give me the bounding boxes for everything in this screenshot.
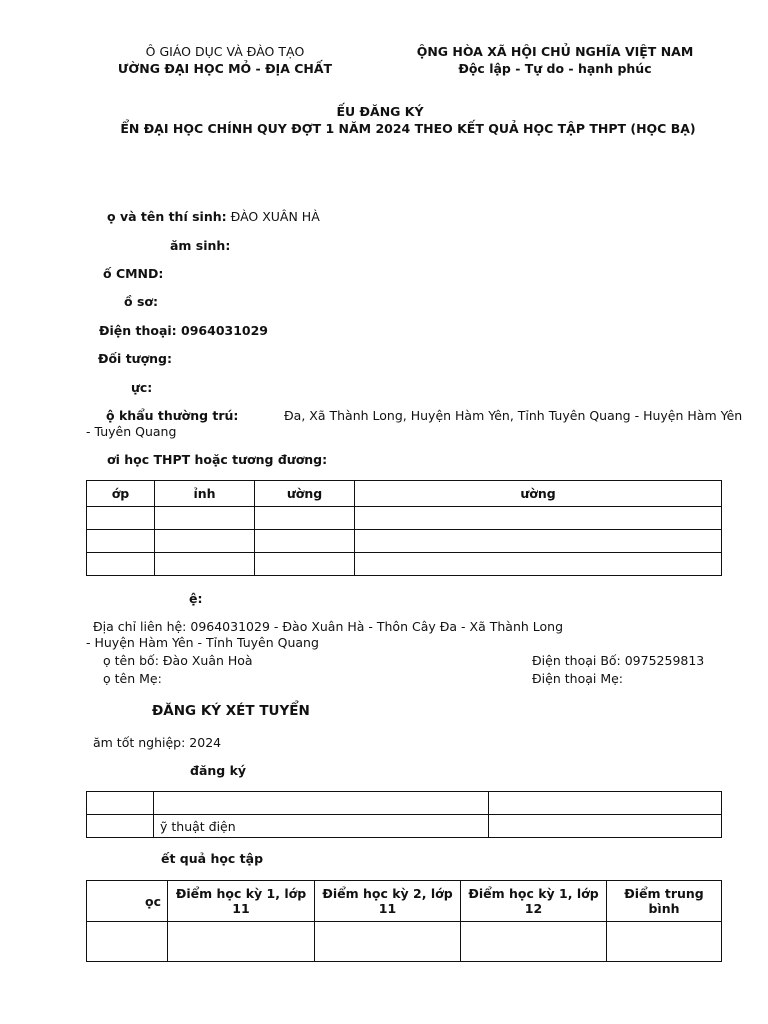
table-cell [355, 530, 722, 553]
col-average: Điểm trung bình [607, 881, 722, 922]
col-school-name: ường [355, 481, 722, 507]
col-grade: ớp [87, 481, 155, 507]
table-row [87, 553, 722, 576]
table-cell [315, 922, 461, 962]
col-sem2-grade11: Điểm học kỳ 2, lớp 11 [315, 881, 461, 922]
mother-name: ọ tên Mẹ: [103, 671, 162, 686]
col-province: ỉnh [155, 481, 255, 507]
col-sem1-grade11: Điểm học kỳ 1, lớp 11 [168, 881, 315, 922]
table-cell [87, 792, 154, 815]
ministry-name: Ô GIÁO DỤC VÀ ĐÀO TẠO [145, 44, 305, 59]
birth-year-label: ăm sinh: [170, 238, 231, 253]
table-cell [355, 507, 722, 530]
results-table-header [87, 881, 722, 922]
table-row [87, 792, 722, 815]
table-cell [155, 530, 255, 553]
graduation-year: ăm tốt nghiệp: 2024 [93, 735, 222, 750]
table-row [87, 815, 722, 838]
table-cell [87, 507, 155, 530]
table-cell [255, 553, 355, 576]
col-sem1-grade12: Điểm học kỳ 1, lớp 12 [461, 881, 607, 922]
form-subtitle: ỂN ĐẠI HỌC CHÍNH QUY ĐỢT 1 NĂM 2024 THEO KẾT QUẢ HỌC TẬP THPT (HỌC BẠ) [120, 121, 696, 136]
father-name: ọ tên bố: Đào Xuân Hoà [103, 653, 253, 668]
registration-title: ĐĂNG KÝ XÉT TUYỂN [152, 703, 310, 719]
national-motto: Độc lập - Tự do - hạnh phúc [458, 61, 652, 76]
contact-section-label: ệ: [189, 591, 203, 606]
table-cell [461, 922, 607, 962]
table-cell [355, 553, 722, 576]
candidate-name-value: ĐÀO XUÂN HÀ [230, 209, 320, 224]
profile-label: ồ sơ: [124, 294, 158, 309]
table-cell: ỹ thuật điện [154, 815, 489, 838]
residence-label: ộ khẩu thường trú: [106, 408, 239, 423]
table-cell [489, 792, 722, 815]
father-phone: Điện thoại Bố: 0975259813 [532, 653, 705, 668]
registration-table [86, 791, 722, 838]
residence-value: Đa, Xã Thành Long, Huyện Hàm Yên, Tỉnh Tuyên Quang - Huyện Hàm Yên [284, 408, 743, 423]
table-row [87, 922, 722, 962]
table-cell [489, 815, 722, 838]
phone-row [99, 323, 268, 338]
contact-address: Địa chỉ liên hệ: 0964031029 - Đào Xuân Hà - Thôn Cây Đa - Xã Thành Long [93, 619, 564, 634]
table-cell [87, 922, 168, 962]
table-cell [87, 553, 155, 576]
school-label: ơi học THPT hoặc tương đương: [107, 452, 328, 467]
school-table [86, 480, 722, 576]
residence-value-cont: - Tuyên Quang [86, 424, 177, 439]
university-name: ƯỜNG ĐẠI HỌC MỎ - ĐỊA CHẤT [117, 61, 333, 76]
table-cell [255, 530, 355, 553]
table-row [87, 507, 722, 530]
results-label: ết quả học tập [161, 851, 264, 866]
results-table [86, 880, 722, 962]
table-cell [155, 553, 255, 576]
target-label: Đối tượng: [98, 351, 173, 366]
col-school-code: ường [255, 481, 355, 507]
registration-subtitle: đăng ký [190, 763, 247, 778]
candidate-name-label: ọ và tên thí sinh: [107, 209, 227, 224]
table-cell [155, 507, 255, 530]
table-cell [607, 922, 722, 962]
contact-address-cont: - Huyện Hàm Yên - Tỉnh Tuyên Quang [86, 635, 319, 650]
table-cell [154, 792, 489, 815]
phone-value: 0964031029 [181, 323, 269, 338]
form-title: ẾU ĐĂNG KÝ [336, 104, 424, 119]
school-table-header [87, 481, 722, 507]
table-row [87, 530, 722, 553]
phone-label: Điện thoại: [99, 323, 177, 338]
cmnd-label: ố CMND: [103, 266, 164, 281]
table-cell [168, 922, 315, 962]
table-cell [255, 507, 355, 530]
table-cell [87, 815, 154, 838]
region-label: ực: [131, 380, 153, 395]
col-subject: ọc [87, 881, 168, 922]
table-cell [87, 530, 155, 553]
candidate-name-row [107, 209, 320, 224]
mother-phone: Điện thoại Mẹ: [532, 671, 624, 686]
national-title: ỘNG HÒA XÃ HỘI CHỦ NGHĨA VIỆT NAM [416, 44, 694, 59]
